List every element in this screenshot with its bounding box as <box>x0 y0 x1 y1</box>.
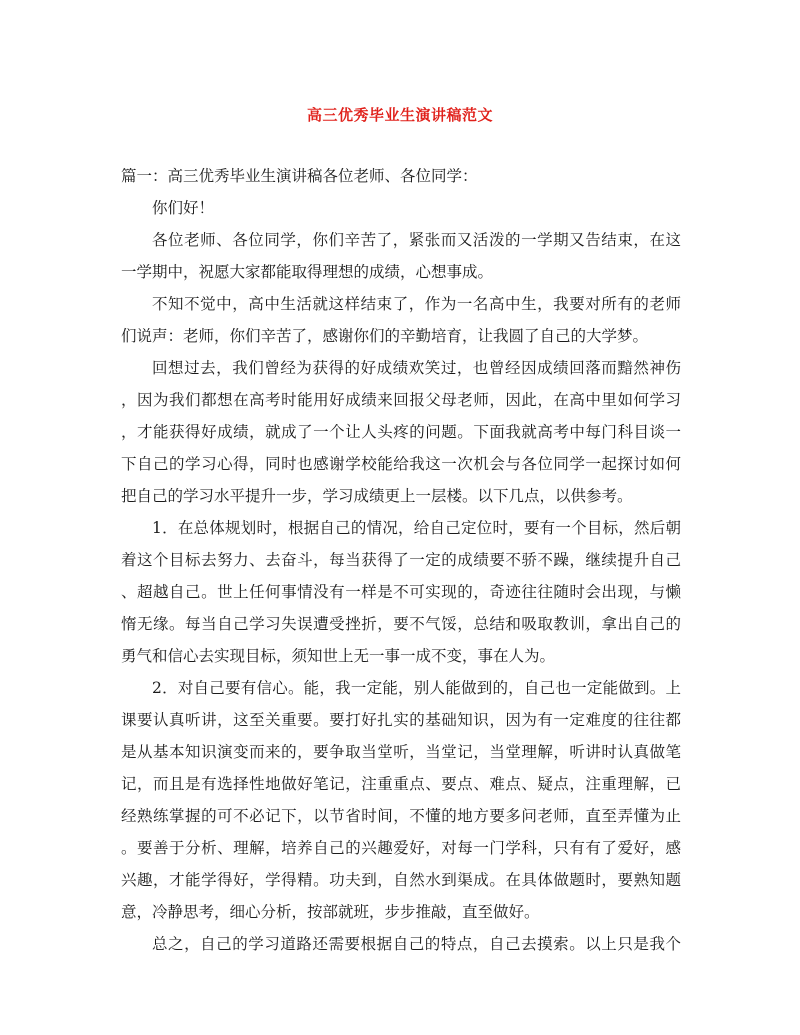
paragraph-line: 。要善于分析、理解，培养自己的兴趣爱好，对每一门学科，只有有了爱好，感 <box>121 839 681 857</box>
paragraph-line: 着这个目标去努力、去奋斗，每当获得了一定的成绩要不骄不躁，继续提升自己 <box>121 551 681 569</box>
paragraph-line: 、超越自己。世上任何事情没有一样是不可实现的，奇迹往往随时会出现，与懒 <box>121 583 681 601</box>
paragraph-line: 下自己的学习心得，同时也感谢学校能给我这一次机会与各位同学一起探讨如何 <box>121 455 681 473</box>
paragraph-line: 2．对自己要有信心。能，我一定能，别人能做到的，自己也一定能做到。上 <box>152 679 681 697</box>
paragraph-line: 回想过去，我们曾经为获得的好成绩欢笑过，也曾经因成绩回落而黯然神伤 <box>152 359 681 377</box>
paragraph-line: 勇气和信心去实现目标，须知世上无一事一成不变，事在人为。 <box>121 647 556 665</box>
paragraph-line: 课要认真听讲，这至关重要。要打好扎实的基础知识，因为有一定难度的往往都 <box>121 711 681 729</box>
paragraph-line: 惰无缘。每当自己学习失误遭受挫折，要不气馁，总结和吸取教训，拿出自己的 <box>121 615 681 633</box>
paragraph-line: 不知不觉中，高中生活就这样结束了，作为一名高中生，我要对所有的老师 <box>152 295 681 313</box>
paragraph-line: 你们好！ <box>152 199 215 217</box>
paragraph-line: 意，冷静思考，细心分析，按部就班，步步推敲，直至做好。 <box>121 903 540 921</box>
paragraph-line: 一学期中，祝愿大家都能取得理想的成绩，心想事成。 <box>121 263 494 281</box>
paragraph-line: 总之，自己的学习道路还需要根据自己的特点，自己去摸索。以上只是我个 <box>152 935 681 953</box>
document-body <box>121 160 681 960</box>
paragraph-line: 兴趣，才能学得好，学得精。功夫到，自然水到渠成。在具体做题时，要熟知题 <box>121 871 681 889</box>
paragraph-line: ，才能获得好成绩，就成了一个让人头疼的问题。下面我就高考中每门科目谈一 <box>121 423 681 441</box>
paragraph-line: 各位老师、各位同学，你们辛苦了，紧张而又活泼的一学期又告结束，在这 <box>152 231 681 249</box>
paragraph-line: 篇一：高三优秀毕业生演讲稿各位老师、各位同学： <box>121 167 478 185</box>
paragraph-line: 经熟练掌握的可不必记下，以节省时间，不懂的地方要多问老师，直至弄懂为止 <box>121 807 681 825</box>
paragraph-line: 们说声：老师，你们辛苦了，感谢你们的辛勤培育，让我圆了自己的大学梦。 <box>121 327 649 345</box>
paragraph-line: 记，而且是有选择性地做好笔记，注重重点、要点、难点、疑点，注重理解，已 <box>121 775 681 793</box>
paragraph-line: 把自己的学习水平提升一步，学习成绩更上一层楼。以下几点，以供参考。 <box>121 487 633 505</box>
paragraph-line: 1．在总体规划时，根据自己的情况，给自己定位时，要有一个目标，然后朝 <box>152 519 681 537</box>
document-title: 高三优秀毕业生演讲稿范文 <box>306 106 493 124</box>
paragraph-line: ，因为我们都想在高考时能用好成绩来回报父母老师，因此，在高中里如何学习 <box>121 391 681 409</box>
paragraph-line: 是从基本知识演变而来的，要争取当堂听，当堂记，当堂理解，听讲时认真做笔 <box>121 743 681 761</box>
